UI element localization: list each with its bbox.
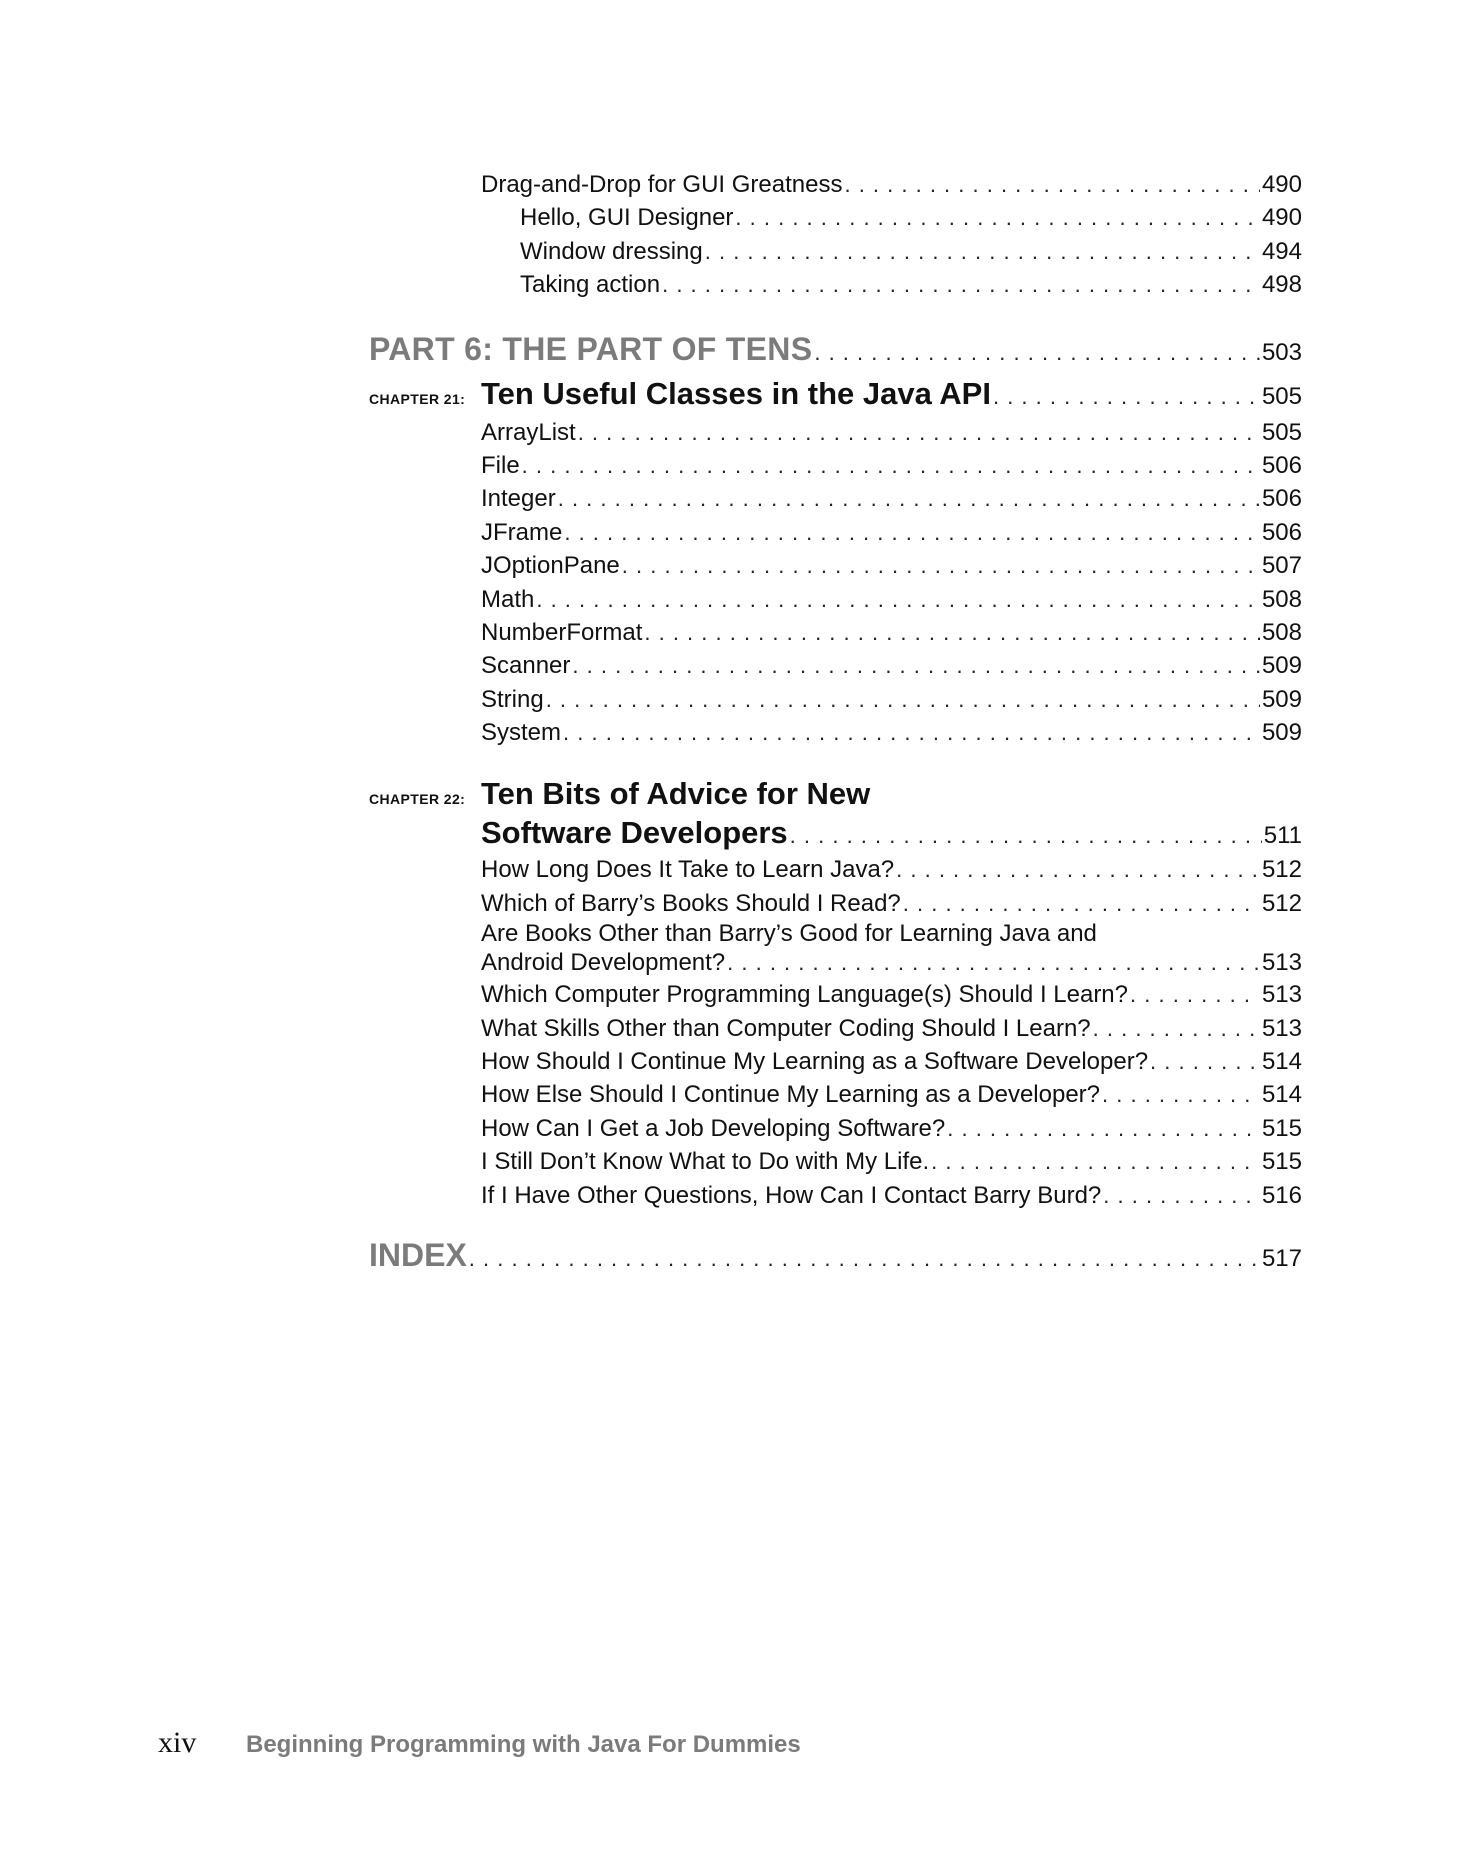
leader-dots	[662, 268, 1260, 301]
entry-title: Hello, GUI Designer	[520, 204, 734, 232]
entry-title: Drag-and-Drop for GUI Greatness	[481, 171, 843, 198]
toc-entry[interactable]	[369, 1112, 1302, 1145]
leader-dots	[903, 887, 1260, 920]
entry-title: I Still Don’t Know What to Do with My Life.	[481, 1148, 930, 1176]
toc-entry[interactable]	[369, 416, 1302, 449]
leader-dots	[993, 375, 1260, 419]
entry-title: How Else Should I Continue My Learning as a Developer?	[481, 1081, 1101, 1109]
entry-title: System	[481, 719, 562, 747]
leader-dots	[1103, 1179, 1260, 1212]
leader-dots	[727, 948, 1260, 978]
leader-dots	[563, 716, 1260, 749]
entry-page: 513	[1261, 1014, 1302, 1042]
entry-page: 509	[1261, 685, 1302, 713]
entry-title: Which of Barry’s Books Should I Read?	[481, 889, 901, 917]
entry-page: 498	[1261, 271, 1302, 299]
leader-dots	[546, 683, 1260, 716]
entry-title: Scanner	[481, 652, 571, 680]
chapter-title-line2: Software Developers	[481, 815, 788, 851]
entry-page: 505	[1261, 418, 1302, 446]
leader-dots	[844, 168, 1259, 201]
entry-page: 515	[1261, 1114, 1302, 1142]
part-heading[interactable]	[369, 326, 1302, 372]
entry-title: Which Computer Programming Language(s) Should I Learn?	[481, 981, 1129, 1009]
leader-dots	[564, 516, 1260, 549]
leader-dots	[931, 1145, 1260, 1178]
leader-dots	[558, 482, 1260, 515]
leader-dots	[790, 816, 1262, 856]
leader-dots	[622, 549, 1260, 582]
toc-entry[interactable]	[369, 549, 1302, 582]
toc-entry[interactable]	[369, 449, 1302, 482]
entry-page: 512	[1261, 856, 1302, 884]
toc-entry[interactable]	[369, 201, 1302, 234]
leader-dots	[947, 1112, 1260, 1145]
leader-dots	[1130, 978, 1260, 1011]
chapter-heading[interactable]	[369, 775, 1302, 813]
entry-title: How Should I Continue My Learning as a Software Developer?	[481, 1048, 1149, 1076]
entry-page: 508	[1261, 618, 1302, 646]
toc-entry[interactable]	[369, 1145, 1302, 1178]
toc-entry[interactable]	[369, 1179, 1302, 1212]
index-heading[interactable]	[369, 1232, 1302, 1278]
entry-title: Integer	[481, 485, 556, 513]
leader-dots	[469, 1236, 1260, 1282]
entry-page: 509	[1261, 719, 1302, 747]
toc-entry[interactable]	[369, 649, 1302, 682]
chapter-heading[interactable]	[369, 372, 1302, 416]
entry-page: 494	[1261, 237, 1302, 265]
entry-page: 513	[1261, 949, 1302, 977]
entry-page: 506	[1261, 451, 1302, 479]
entry-title: What Skills Other than Computer Coding Should I Learn?	[481, 1014, 1091, 1042]
toc-entry[interactable]	[369, 887, 1302, 920]
entry-title: JOptionPane	[481, 552, 620, 580]
leader-dots	[536, 583, 1260, 616]
entry-title: Math	[481, 585, 535, 613]
part-page: 503	[1261, 338, 1302, 366]
entry-page: 515	[1261, 1148, 1302, 1176]
leader-dots	[1093, 1012, 1260, 1045]
entry-page: 506	[1261, 518, 1302, 546]
entry-page: 514	[1261, 1048, 1302, 1076]
entry-page: 512	[1261, 889, 1302, 917]
toc-entry[interactable]	[369, 1045, 1302, 1078]
entry-title: Window dressing	[520, 237, 703, 265]
toc-entry[interactable]	[369, 683, 1302, 716]
index-page: 517	[1261, 1244, 1302, 1272]
entry-title: NumberFormat	[481, 618, 643, 646]
chapter-page: 511	[1263, 822, 1302, 850]
toc-entry[interactable]	[369, 168, 1302, 201]
entry-page: 513	[1261, 981, 1302, 1009]
page-footer	[158, 1726, 801, 1760]
entry-title: How Long Does It Take to Learn Java?	[481, 856, 895, 884]
toc-entry[interactable]	[369, 1012, 1302, 1045]
entry-title: ArrayList	[481, 418, 576, 446]
entry-page: 514	[1261, 1081, 1302, 1109]
toc-entry[interactable]	[369, 482, 1302, 515]
index-title: INDEX	[369, 1236, 467, 1273]
toc-entry[interactable]	[369, 268, 1302, 301]
chapter-heading-continued[interactable]	[369, 813, 1302, 853]
entry-page: 490	[1261, 204, 1302, 232]
entry-title: If I Have Other Questions, How Can I Contact Barry Burd?	[481, 1181, 1102, 1209]
toc-entry[interactable]	[369, 716, 1302, 749]
chapter-title: Ten Useful Classes in the Java API	[481, 375, 991, 411]
toc-entry[interactable]	[369, 616, 1302, 649]
chapter-label: CHAPTER 21:	[369, 390, 466, 407]
entry-title-line1: Are Books Other than Barry’s Good for Learning Java and	[481, 920, 1097, 948]
page-number: xiv	[158, 1726, 197, 1759]
toc-entry[interactable]	[369, 1078, 1302, 1111]
toc-entry[interactable]	[369, 978, 1302, 1011]
table-of-contents	[369, 168, 1302, 1278]
entry-page: 508	[1261, 585, 1302, 613]
entry-page: 490	[1261, 171, 1302, 198]
entry-title-line2: Android Development?	[481, 949, 726, 977]
toc-entry[interactable]	[369, 235, 1302, 268]
running-title: Beginning Programming with Java For Dummies	[246, 1731, 801, 1758]
leader-dots	[1102, 1078, 1260, 1111]
entry-page: 507	[1261, 552, 1302, 580]
entry-title: How Can I Get a Job Developing Software?	[481, 1114, 946, 1142]
entry-title: File	[481, 451, 520, 479]
entry-page: 509	[1261, 652, 1302, 680]
chapter-title-line1: Ten Bits of Advice for New	[481, 776, 871, 812]
leader-dots	[705, 235, 1260, 268]
leader-dots	[896, 853, 1260, 886]
chapter-page: 505	[1261, 382, 1302, 410]
entry-title: String	[481, 685, 544, 713]
toc-entry[interactable]	[369, 853, 1302, 886]
entry-title: JFrame	[481, 518, 563, 546]
toc-entry-wrapped-line1[interactable]	[369, 920, 1302, 948]
leader-dots	[814, 330, 1260, 376]
leader-dots	[578, 416, 1260, 449]
leader-dots	[522, 449, 1260, 482]
part-title: PART 6: THE PART OF TENS	[369, 330, 813, 367]
toc-entry-wrapped-line2[interactable]	[369, 948, 1302, 978]
leader-dots	[1150, 1045, 1260, 1078]
leader-dots	[572, 649, 1260, 682]
entry-title: Taking action	[520, 271, 661, 299]
leader-dots	[644, 616, 1260, 649]
leader-dots	[735, 201, 1260, 234]
entry-page: 516	[1261, 1181, 1302, 1209]
toc-entry[interactable]	[369, 583, 1302, 616]
toc-entry[interactable]	[369, 516, 1302, 549]
entry-page: 506	[1261, 485, 1302, 513]
chapter-label: CHAPTER 22:	[369, 791, 466, 808]
